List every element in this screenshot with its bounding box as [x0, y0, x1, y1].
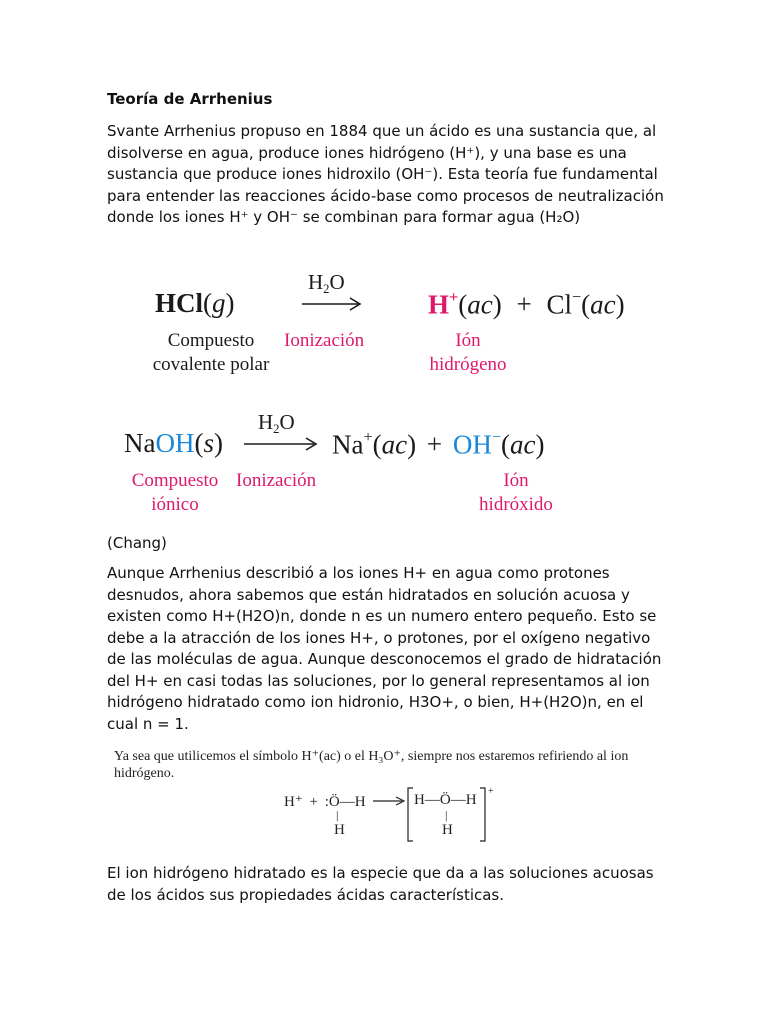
figure-caption: (Chang): [107, 534, 167, 552]
hcl-reactant: HCl(g): [155, 288, 235, 318]
reaction-arrow-2: [242, 436, 322, 452]
hydronium-figure: [114, 748, 674, 844]
hydronium-h-bottom: H: [442, 822, 453, 838]
hydronium-reaction: H⁺ + :Ö—H: [284, 794, 366, 810]
label-ionizacion-1: Ionización: [284, 330, 365, 351]
hydronium-bond-vertical: |: [445, 808, 448, 822]
hydronium-charge: +: [488, 786, 494, 797]
water-h-bottom: H: [334, 822, 345, 838]
label-covalente: Compuesto covalente polar: [152, 330, 270, 375]
paragraph-intro: Svante Arrhenius propuso en 1884 que un ácido es una sustancia que, al disolverse en agua, produce iones hidrógeno (H⁺), y una base es una sustancia que produce iones hidroxilo (OH⁻). Esta teoría fue fundamental para entender las reacciones ácido-base como procesos de neutralización donde los iones H⁺ y OH⁻ se combinan para formar agua (H₂O): [107, 122, 664, 226]
paragraph-hydration: Aunque Arrhenius describió a los iones H+ en agua como protones desnudos, ahora sabemos que están hidratados en solución acuosa y existen como H+(H2O)n, donde n es un numero entero pequeño. Esto se debe a la atracción de los iones H+, o protones, por el oxígeno negativo de las moléculas de agua. Aunque desconocemos el grado de hidratación del H+ en casi todas las soluciones, por lo general representamos al ion hidrógeno hidratado como ion hidronio, H3O+, o bien, H+(H2O)n, en el cual n = 1.: [107, 564, 662, 733]
label-ion-hidroxido: Ión hidróxido: [479, 470, 553, 515]
naoh-products: Na+(ac) + OH−(ac): [332, 428, 545, 460]
hcl-products: H+(ac) + Cl−(ac): [428, 288, 625, 320]
equation-figure: [110, 268, 650, 523]
label-ion-hidrogeno: Ión hidrógeno: [429, 330, 507, 375]
hydronium-note-line1: Ya sea que utilicemos el símbolo H⁺(ac) o el H₃O⁺, siempre nos estaremos refiriendo al ion: [114, 749, 629, 764]
hydronium-note-line2: hidrógeno.: [114, 766, 175, 781]
label-ionico: Compuesto iónico: [131, 470, 219, 515]
hydronium-ion: H—Ö—H: [414, 792, 477, 808]
reaction-arrow: [300, 296, 365, 312]
label-ionizacion-2: Ionización: [236, 470, 317, 491]
water-bond-vertical: |: [336, 808, 339, 822]
paragraph-conclusion: El ion hidrógeno hidratado es la especie que da a las soluciones acuosas de los ácidos sus propiedades ácidas características.: [107, 864, 654, 904]
naoh-reactant: NaOH(s): [124, 428, 223, 458]
page-heading: Teoría de Arrhenius: [107, 90, 273, 108]
arrow-label-h2o-2: H2O: [258, 410, 295, 436]
reaction-arrow-3: [372, 794, 408, 808]
arrow-label-h2o: H2O: [308, 270, 345, 296]
